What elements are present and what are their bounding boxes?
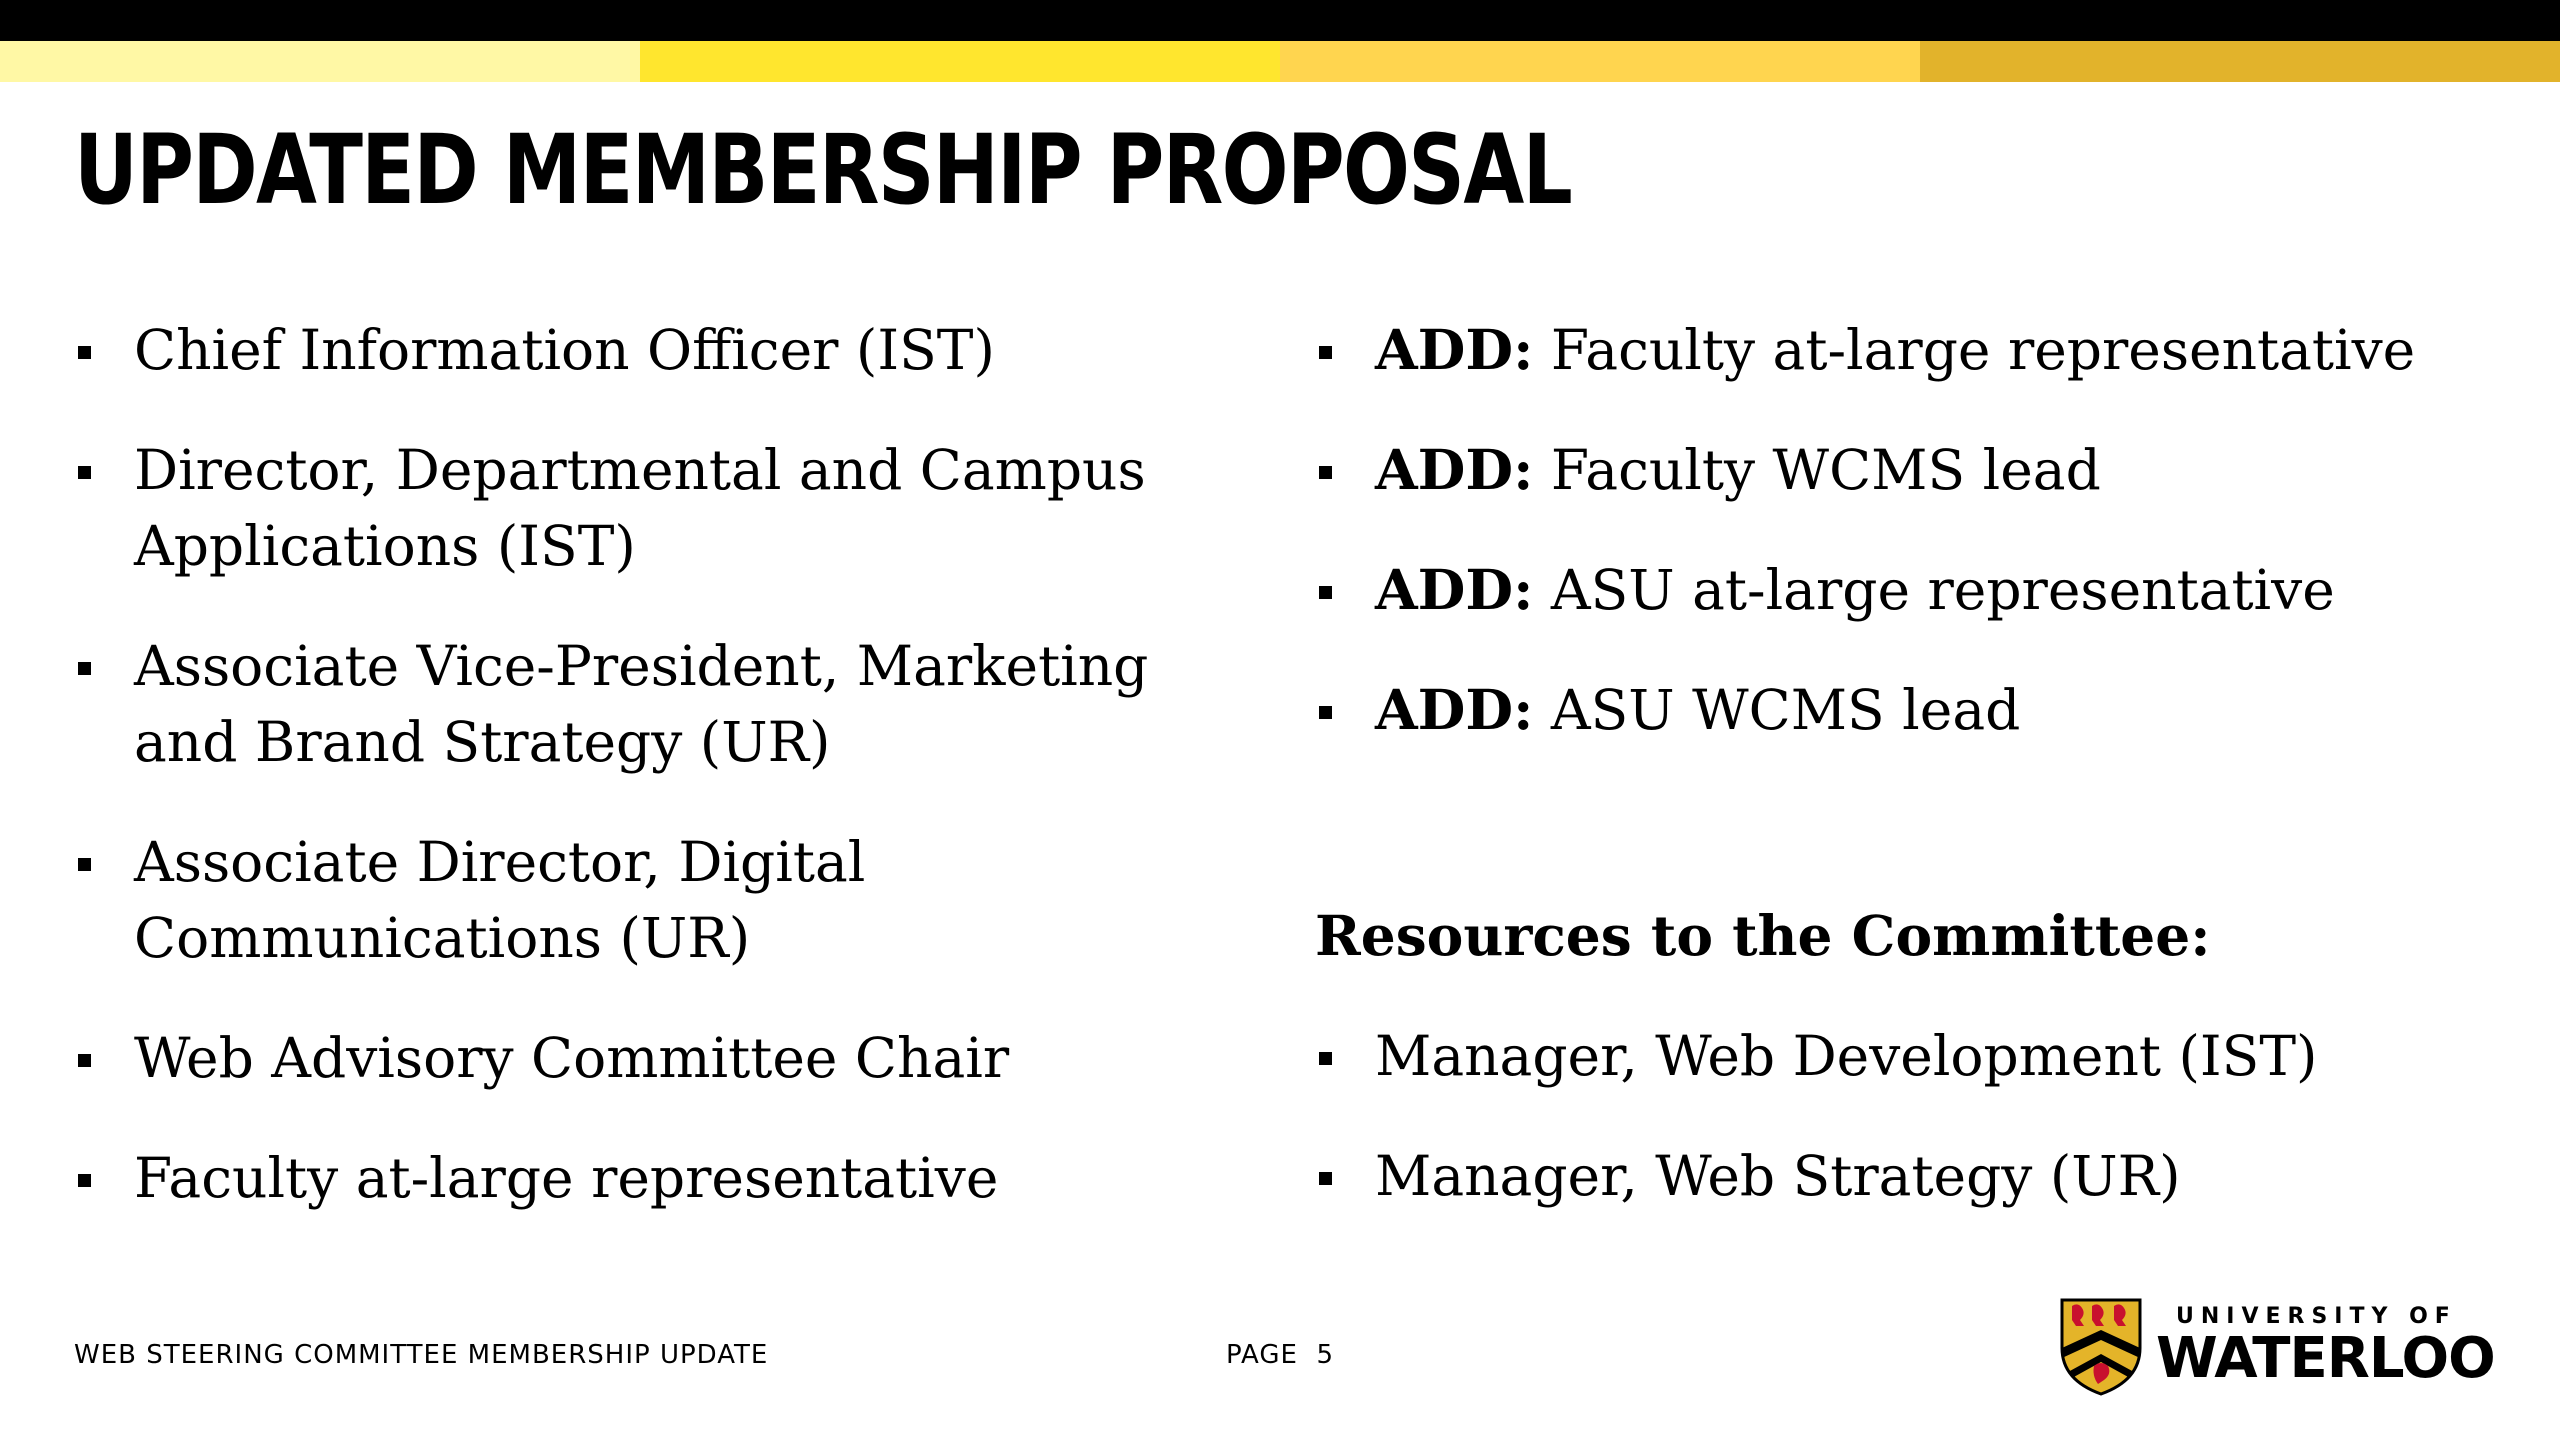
list-item <box>1315 1018 2515 1094</box>
square-bullet-icon <box>78 662 91 675</box>
logo-wordmark <box>2156 1304 2495 1391</box>
list-item <box>74 432 1254 584</box>
logo-university-of: UNIVERSITY OF <box>2176 1304 2457 1329</box>
square-bullet-icon <box>78 466 91 479</box>
stripe-dark-gold <box>1920 41 2560 82</box>
page-number: PAGE 5 <box>1226 1340 1334 1370</box>
top-black-bar <box>0 0 2560 41</box>
crest-icon <box>2058 1296 2144 1396</box>
list-item-text: Chief Information Officer (IST) <box>134 318 995 382</box>
add-label: ADD: <box>1375 437 1534 502</box>
additions-list <box>1315 312 2515 748</box>
right-column <box>1315 312 2515 1258</box>
list-item <box>74 824 1254 976</box>
square-bullet-icon <box>78 858 91 871</box>
list-item-text: Faculty at-large representative <box>134 1146 999 1210</box>
square-bullet-icon <box>1319 1052 1332 1065</box>
list-item <box>1315 672 2515 748</box>
square-bullet-icon <box>78 346 91 359</box>
list-item-text: ASU WCMS lead <box>1550 678 2021 742</box>
square-bullet-icon <box>1319 1172 1332 1185</box>
list-item-text: Faculty WCMS lead <box>1550 438 2101 502</box>
slide-title: UPDATED MEMBERSHIP PROPOSAL <box>74 114 1572 226</box>
list-item <box>74 628 1254 780</box>
list-item <box>1315 552 2515 628</box>
footer-title: WEB STEERING COMMITTEE MEMBERSHIP UPDATE <box>74 1340 769 1370</box>
list-item <box>74 1020 1254 1096</box>
list-item <box>1315 312 2515 388</box>
list-item-text: Faculty at-large representative <box>1550 318 2416 382</box>
stripe-gold <box>1280 41 1920 82</box>
add-label: ADD: <box>1375 677 1534 742</box>
square-bullet-icon <box>1319 466 1332 479</box>
square-bullet-icon <box>1319 586 1332 599</box>
logo-waterloo: WATERLOO <box>2156 1326 2495 1391</box>
color-stripes <box>0 41 2560 82</box>
square-bullet-icon <box>1319 346 1332 359</box>
list-item-text: Associate Director, Digital Communications (UR) <box>134 830 866 970</box>
add-label: ADD: <box>1375 317 1534 382</box>
list-item <box>1315 432 2515 508</box>
university-logo <box>2058 1296 2495 1396</box>
list-item <box>74 312 1254 388</box>
list-item-text: Manager, Web Strategy (UR) <box>1375 1144 2181 1208</box>
list-item-text: Web Advisory Committee Chair <box>134 1026 1010 1090</box>
list-item-text: Manager, Web Development (IST) <box>1375 1024 2318 1088</box>
square-bullet-icon <box>1319 706 1332 719</box>
square-bullet-icon <box>78 1054 91 1067</box>
add-label: ADD: <box>1375 557 1534 622</box>
list-item-text: ASU at-large representative <box>1550 558 2335 622</box>
resources-list <box>1315 1018 2515 1214</box>
left-column <box>74 312 1254 1260</box>
resources-heading: Resources to the Committee: <box>1315 903 2211 968</box>
square-bullet-icon <box>78 1174 91 1187</box>
list-item <box>74 1140 1254 1216</box>
list-item-text: Director, Departmental and Campus Applications (IST) <box>134 438 1146 578</box>
stripe-pale-yellow <box>0 41 640 82</box>
stripe-bright-yellow <box>640 41 1280 82</box>
list-item-text: Associate Vice-President, Marketing and Brand Strategy (UR) <box>134 634 1149 774</box>
membership-list <box>74 312 1254 1216</box>
list-item <box>1315 1138 2515 1214</box>
